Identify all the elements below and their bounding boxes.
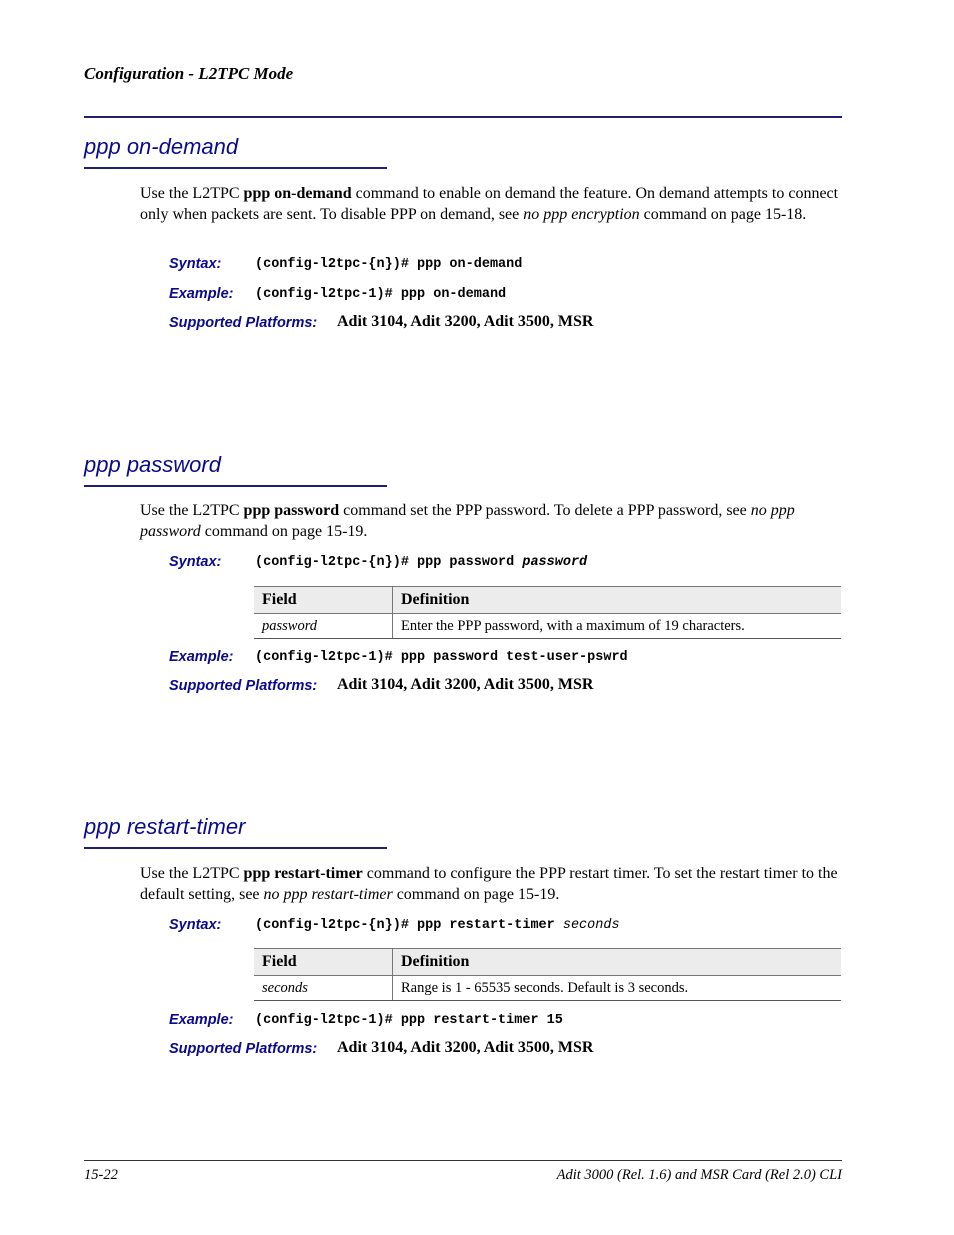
section-title-ppp-restart-timer: ppp restart-timer — [84, 814, 246, 839]
header-rule — [84, 116, 842, 118]
section-title-ppp-on-demand: ppp on-demand — [84, 134, 239, 159]
table-row — [254, 976, 841, 1001]
section-rule — [84, 167, 387, 169]
platforms-value: Adit 3104, Adit 3200, Adit 3500, MSR — [337, 313, 594, 330]
platforms-label: Supported Platforms: — [169, 315, 318, 331]
table-header-definition: Definition — [393, 587, 842, 614]
footer-rule — [84, 1160, 842, 1161]
section-title-ppp-password: ppp password — [84, 452, 221, 477]
example-code: (config-l2tpc-1)# ppp password test-user-pswrd — [255, 650, 628, 665]
platforms-label: Supported Platforms: — [169, 1041, 318, 1057]
syntax-label: Syntax: — [169, 917, 222, 933]
table-cell-definition: Enter the PPP password, with a maximum of 19 characters. — [393, 614, 842, 639]
platforms-label: Supported Platforms: — [169, 678, 318, 694]
example-code: (config-l2tpc-1)# ppp on-demand — [255, 287, 507, 302]
table-header-row — [254, 949, 841, 976]
table-cell-field: seconds — [254, 976, 393, 1001]
table-header-field: Field — [254, 587, 393, 614]
section-description: Use the L2TPC ppp on-demand command to enable on demand the feature. On demand attempts to connect only when packets are sent. To disable PPP on demand, see no ppp encryption command on page 15-18. — [140, 185, 839, 223]
field-table — [254, 948, 841, 1001]
example-code: (config-l2tpc-1)# ppp restart-timer 15 — [255, 1013, 563, 1028]
table-cell-definition: Range is 1 - 65535 seconds. Default is 3 seconds. — [393, 976, 842, 1001]
section-description: Use the L2TPC ppp password command set the PPP password. To delete a PPP password, see no ppp password command on page 15-19. — [140, 502, 795, 540]
syntax-code: (config-l2tpc-{n})# ppp on-demand — [255, 257, 523, 272]
table-header-field: Field — [254, 949, 393, 976]
syntax-code: (config-l2tpc-{n})# ppp password password — [255, 555, 588, 570]
section-description: Use the L2TPC ppp restart-timer command to configure the PPP restart timer. To set the restart timer to the default setting, see no ppp restart-timer command on page 15-19. — [140, 865, 838, 903]
table-cell-field: password — [254, 614, 393, 639]
example-label: Example: — [169, 286, 234, 302]
field-table — [254, 586, 841, 639]
example-label: Example: — [169, 649, 234, 665]
syntax-label: Syntax: — [169, 554, 222, 570]
platforms-value: Adit 3104, Adit 3200, Adit 3500, MSR — [337, 1039, 594, 1056]
table-header-definition: Definition — [393, 949, 842, 976]
syntax-code: (config-l2tpc-{n})# ppp restart-timer seconds — [255, 918, 620, 933]
table-row — [254, 614, 841, 639]
section-rule — [84, 485, 387, 487]
table-header-row — [254, 587, 841, 614]
running-header: Configuration - L2TPC Mode — [84, 64, 294, 83]
example-label: Example: — [169, 1012, 234, 1028]
document-title: Adit 3000 (Rel. 1.6) and MSR Card (Rel 2.0) CLI — [556, 1167, 842, 1183]
page-number: 15-22 — [84, 1167, 118, 1183]
syntax-label: Syntax: — [169, 256, 222, 272]
section-rule — [84, 847, 387, 849]
platforms-value: Adit 3104, Adit 3200, Adit 3500, MSR — [337, 676, 594, 693]
